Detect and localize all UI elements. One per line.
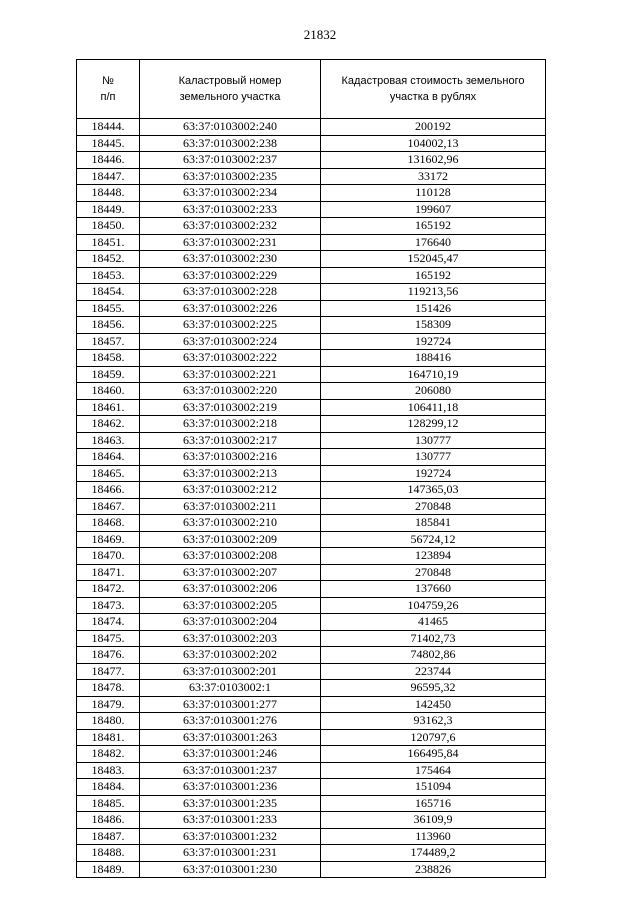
row-number-cell: 18444.	[77, 119, 140, 136]
row-number-cell: 18447.	[77, 168, 140, 185]
row-number-cell: 18477.	[77, 663, 140, 680]
table-row	[77, 548, 546, 565]
table-row	[77, 630, 546, 647]
cadastral-number-cell: 63:37:0103002:222	[140, 350, 321, 367]
row-number-cell: 18468.	[77, 515, 140, 532]
table-row	[77, 201, 546, 218]
cadastral-number-cell: 63:37:0103002:219	[140, 399, 321, 416]
cadastral-value-cell: 123894	[321, 548, 546, 565]
cadastral-number-cell: 63:37:0103002:209	[140, 531, 321, 548]
cadastral-value-cell: 270848	[321, 498, 546, 515]
cadastral-number-cell: 63:37:0103001:233	[140, 812, 321, 829]
header-value-line1: Кадастровая стоимость земельного	[341, 75, 525, 87]
table-row	[77, 350, 546, 367]
table-row	[77, 366, 546, 383]
table-row	[77, 762, 546, 779]
cadastral-number-cell: 63:37:0103002:226	[140, 300, 321, 317]
row-number-cell: 18472.	[77, 581, 140, 598]
cadastral-value-cell: 164710,19	[321, 366, 546, 383]
cadastral-value-cell: 223744	[321, 663, 546, 680]
cadastral-number-cell: 63:37:0103001:236	[140, 779, 321, 796]
row-number-cell: 18458.	[77, 350, 140, 367]
row-number-cell: 18484.	[77, 779, 140, 796]
cadastral-number-cell: 63:37:0103001:231	[140, 845, 321, 862]
row-number-cell: 18455.	[77, 300, 140, 317]
cadastral-number-cell: 63:37:0103002:218	[140, 416, 321, 433]
cadastral-value-cell: 41465	[321, 614, 546, 631]
table-row	[77, 234, 546, 251]
row-number-cell: 18454.	[77, 284, 140, 301]
row-number-cell: 18456.	[77, 317, 140, 334]
table-row	[77, 432, 546, 449]
cadastral-number-cell: 63:37:0103002:220	[140, 383, 321, 400]
cadastral-number-cell: 63:37:0103002:221	[140, 366, 321, 383]
cadastral-value-cell: 142450	[321, 696, 546, 713]
cadastral-value-cell: 104759,26	[321, 597, 546, 614]
cadastral-number-cell: 63:37:0103002:225	[140, 317, 321, 334]
cadastral-value-cell: 185841	[321, 515, 546, 532]
cadastral-value-cell: 158309	[321, 317, 546, 334]
table-row	[77, 779, 546, 796]
cadastral-number-cell: 63:37:0103002:228	[140, 284, 321, 301]
table-row	[77, 416, 546, 433]
cadastral-number-cell: 63:37:0103002:203	[140, 630, 321, 647]
table-row	[77, 680, 546, 697]
table-row	[77, 300, 546, 317]
table-row	[77, 696, 546, 713]
cadastral-value-cell: 93162,3	[321, 713, 546, 730]
cadastral-value-cell: 188416	[321, 350, 546, 367]
table-row	[77, 564, 546, 581]
row-number-cell: 18464.	[77, 449, 140, 466]
row-number-cell: 18445.	[77, 135, 140, 152]
cadastral-number-cell: 63:37:0103002:202	[140, 647, 321, 664]
header-cadnum-line2: земельного участка	[179, 91, 281, 103]
table-row	[77, 482, 546, 499]
cadastral-number-cell: 63:37:0103002:234	[140, 185, 321, 202]
cadastral-value-cell: 192724	[321, 465, 546, 482]
cadastral-number-cell: 63:37:0103002:224	[140, 333, 321, 350]
row-number-cell: 18481.	[77, 729, 140, 746]
cadastral-number-cell: 63:37:0103002:240	[140, 119, 321, 136]
cadastral-number-cell: 63:37:0103002:205	[140, 597, 321, 614]
row-number-cell: 18479.	[77, 696, 140, 713]
cadastral-number-cell: 63:37:0103001:246	[140, 746, 321, 763]
table-row	[77, 498, 546, 515]
cadastral-value-cell: 71402,73	[321, 630, 546, 647]
cadastral-number-cell: 63:37:0103001:237	[140, 762, 321, 779]
cadastral-number-cell: 63:37:0103002:201	[140, 663, 321, 680]
row-number-cell: 18451.	[77, 234, 140, 251]
table-row	[77, 119, 546, 136]
table-row	[77, 647, 546, 664]
table-row	[77, 383, 546, 400]
cadastral-value-cell: 33172	[321, 168, 546, 185]
row-number-cell: 18473.	[77, 597, 140, 614]
row-number-cell: 18466.	[77, 482, 140, 499]
cadastral-number-cell: 63:37:0103002:237	[140, 152, 321, 169]
header-number-line2: п/п	[100, 91, 116, 103]
table-row	[77, 218, 546, 235]
row-number-cell: 18448.	[77, 185, 140, 202]
table-row	[77, 812, 546, 829]
cadastral-value-cell: 96595,32	[321, 680, 546, 697]
cadastral-value-cell: 176640	[321, 234, 546, 251]
table-row	[77, 663, 546, 680]
table-row	[77, 713, 546, 730]
row-number-cell: 18486.	[77, 812, 140, 829]
row-number-cell: 18471.	[77, 564, 140, 581]
cadastral-number-cell: 63:37:0103002:213	[140, 465, 321, 482]
page-number: 21832	[303, 27, 337, 42]
cadastral-value-cell: 56724,12	[321, 531, 546, 548]
cadastral-value-cell: 238826	[321, 861, 546, 878]
header-cadnum-line1: Каластровый номер	[178, 75, 282, 87]
column-header-number	[77, 60, 140, 119]
cadastral-value-cell: 74802,86	[321, 647, 546, 664]
cadastral-number-cell: 63:37:0103001:277	[140, 696, 321, 713]
table-row	[77, 729, 546, 746]
row-number-cell: 18452.	[77, 251, 140, 268]
cadastral-value-cell: 165192	[321, 267, 546, 284]
cadastral-value-table	[76, 59, 546, 878]
table-row	[77, 317, 546, 334]
table-row	[77, 449, 546, 466]
table-row	[77, 185, 546, 202]
row-number-cell: 18450.	[77, 218, 140, 235]
cadastral-number-cell: 63:37:0103002:212	[140, 482, 321, 499]
cadastral-number-cell: 63:37:0103001:276	[140, 713, 321, 730]
table-row	[77, 135, 546, 152]
cadastral-value-cell: 206080	[321, 383, 546, 400]
cadastral-value-cell: 175464	[321, 762, 546, 779]
cadastral-value-cell: 130777	[321, 432, 546, 449]
table-header-row	[77, 60, 546, 119]
table-row	[77, 333, 546, 350]
cadastral-number-cell: 63:37:0103002:210	[140, 515, 321, 532]
row-number-cell: 18449.	[77, 201, 140, 218]
cadastral-value-cell: 165192	[321, 218, 546, 235]
cadastral-value-cell: 166495,84	[321, 746, 546, 763]
cadastral-value-cell: 106411,18	[321, 399, 546, 416]
cadastral-value-cell: 152045,47	[321, 251, 546, 268]
row-number-cell: 18460.	[77, 383, 140, 400]
cadastral-number-cell: 63:37:0103002:217	[140, 432, 321, 449]
cadastral-number-cell: 63:37:0103002:216	[140, 449, 321, 466]
table-row	[77, 399, 546, 416]
row-number-cell: 18478.	[77, 680, 140, 697]
cadastral-number-cell: 63:37:0103002:235	[140, 168, 321, 185]
cadastral-number-cell: 63:37:0103002:233	[140, 201, 321, 218]
table-row	[77, 746, 546, 763]
column-header-cadastral-value	[321, 60, 546, 119]
row-number-cell: 18475.	[77, 630, 140, 647]
table-row	[77, 531, 546, 548]
row-number-cell: 18461.	[77, 399, 140, 416]
table-row	[77, 168, 546, 185]
cadastral-value-cell: 130777	[321, 449, 546, 466]
row-number-cell: 18463.	[77, 432, 140, 449]
row-number-cell: 18474.	[77, 614, 140, 631]
row-number-cell: 18487.	[77, 828, 140, 845]
table-row	[77, 828, 546, 845]
row-number-cell: 18485.	[77, 795, 140, 812]
cadastral-value-cell: 104002,13	[321, 135, 546, 152]
cadastral-value-cell: 113960	[321, 828, 546, 845]
cadastral-number-cell: 63:37:0103002:231	[140, 234, 321, 251]
cadastral-value-cell: 192724	[321, 333, 546, 350]
cadastral-value-cell: 200192	[321, 119, 546, 136]
cadastral-number-cell: 63:37:0103002:238	[140, 135, 321, 152]
cadastral-number-cell: 63:37:0103002:204	[140, 614, 321, 631]
row-number-cell: 18483.	[77, 762, 140, 779]
table-row	[77, 267, 546, 284]
row-number-cell: 18467.	[77, 498, 140, 515]
column-header-cadastral-number	[140, 60, 321, 119]
cadastral-value-cell: 151426	[321, 300, 546, 317]
table-row	[77, 251, 546, 268]
cadastral-number-cell: 63:37:0103002:211	[140, 498, 321, 515]
cadastral-number-cell: 63:37:0103002:229	[140, 267, 321, 284]
header-number-line1: №	[102, 75, 114, 87]
row-number-cell: 18480.	[77, 713, 140, 730]
row-number-cell: 18453.	[77, 267, 140, 284]
cadastral-value-cell: 174489,2	[321, 845, 546, 862]
row-number-cell: 18457.	[77, 333, 140, 350]
cadastral-value-cell: 128299,12	[321, 416, 546, 433]
cadastral-value-cell: 119213,56	[321, 284, 546, 301]
row-number-cell: 18446.	[77, 152, 140, 169]
cadastral-value-cell: 36109,9	[321, 812, 546, 829]
cadastral-value-cell: 151094	[321, 779, 546, 796]
header-value-line2: участка в рублях	[389, 91, 477, 103]
cadastral-value-cell: 147365,03	[321, 482, 546, 499]
row-number-cell: 18462.	[77, 416, 140, 433]
cadastral-number-cell: 63:37:0103001:232	[140, 828, 321, 845]
cadastral-value-cell: 120797,6	[321, 729, 546, 746]
cadastral-value-cell: 137660	[321, 581, 546, 598]
cadastral-number-cell: 63:37:0103002:206	[140, 581, 321, 598]
row-number-cell: 18489.	[77, 861, 140, 878]
table-row	[77, 861, 546, 878]
cadastral-number-cell: 63:37:0103002:232	[140, 218, 321, 235]
cadastral-number-cell: 63:37:0103001:235	[140, 795, 321, 812]
row-number-cell: 18482.	[77, 746, 140, 763]
cadastral-value-cell: 110128	[321, 185, 546, 202]
table-row	[77, 597, 546, 614]
cadastral-value-cell: 199607	[321, 201, 546, 218]
table-row	[77, 152, 546, 169]
row-number-cell: 18469.	[77, 531, 140, 548]
cadastral-number-cell: 63:37:0103002:230	[140, 251, 321, 268]
cadastral-value-cell: 165716	[321, 795, 546, 812]
row-number-cell: 18476.	[77, 647, 140, 664]
table-row	[77, 515, 546, 532]
table-row	[77, 845, 546, 862]
table-row	[77, 581, 546, 598]
row-number-cell: 18488.	[77, 845, 140, 862]
table-row	[77, 614, 546, 631]
cadastral-number-cell: 63:37:0103002:207	[140, 564, 321, 581]
cadastral-number-cell: 63:37:0103002:208	[140, 548, 321, 565]
cadastral-number-cell: 63:37:0103002:1	[140, 680, 321, 697]
table-row	[77, 795, 546, 812]
row-number-cell: 18465.	[77, 465, 140, 482]
cadastral-value-cell: 131602,96	[321, 152, 546, 169]
cadastral-value-cell: 270848	[321, 564, 546, 581]
row-number-cell: 18459.	[77, 366, 140, 383]
cadastral-number-cell: 63:37:0103001:230	[140, 861, 321, 878]
cadastral-number-cell: 63:37:0103001:263	[140, 729, 321, 746]
table-row	[77, 465, 546, 482]
table-body	[77, 119, 546, 878]
row-number-cell: 18470.	[77, 548, 140, 565]
table-row	[77, 284, 546, 301]
